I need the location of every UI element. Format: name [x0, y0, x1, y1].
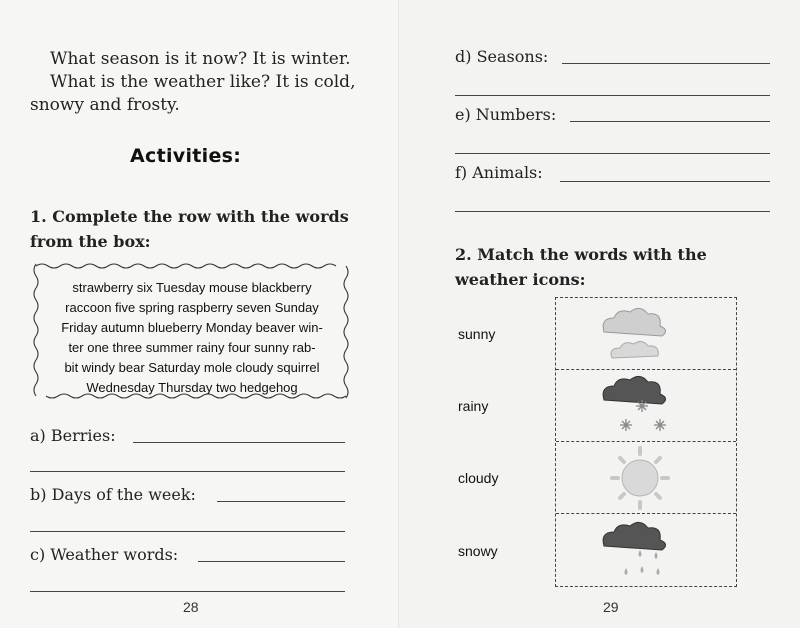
sunny-icon — [556, 442, 736, 514]
row-seasons-label: d) Seasons: — [455, 47, 549, 66]
answer-line-numbers-2[interactable] — [455, 153, 770, 154]
word-box-line: Friday autumn blueberry Monday beaver win- — [61, 320, 323, 335]
task-1-heading — [30, 204, 349, 254]
icon-cell-1[interactable] — [556, 298, 736, 370]
word-box-line: raccoon five spring raspberry seven Sunday — [65, 300, 319, 315]
intro-line-1: What season is it now? It is winter. — [50, 49, 351, 69]
weather-word-sunny[interactable]: sunny — [458, 326, 496, 342]
task-1-line-2: from the box: — [30, 232, 151, 251]
intro-line-2: What is the weather like? It is cold, — [50, 72, 356, 92]
answer-line-numbers-1[interactable] — [570, 121, 770, 122]
answer-line-weather-1[interactable] — [198, 561, 345, 562]
icon-cell-4[interactable] — [556, 514, 736, 586]
weather-word-cloudy[interactable]: cloudy — [458, 470, 499, 486]
task-1-line-1: 1. Complete the row with the words — [30, 207, 349, 226]
row-berries-label: a) Berries: — [30, 426, 116, 445]
row-numbers-label: e) Numbers: — [455, 105, 557, 124]
task-2-line-1: 2. Match the words with the — [455, 245, 707, 264]
icon-cell-3[interactable] — [556, 442, 736, 514]
word-box-line: Wednesday Thursday two hedgehog — [86, 380, 298, 395]
task-2-heading — [455, 242, 707, 292]
answer-line-weather-2[interactable] — [30, 591, 345, 592]
word-box-text — [30, 278, 354, 398]
answer-line-days-2[interactable] — [30, 531, 345, 532]
page-number-right: 29 — [603, 599, 619, 615]
page-number-left: 28 — [183, 599, 199, 615]
answer-line-animals-2[interactable] — [455, 211, 770, 212]
word-box-line: strawberry six Tuesday mouse blackberry — [72, 280, 312, 295]
snowy-icon — [556, 370, 736, 442]
answer-line-animals-1[interactable] — [560, 181, 770, 182]
answer-line-berries-2[interactable] — [30, 471, 345, 472]
answer-line-days-1[interactable] — [217, 501, 345, 502]
row-weather-label: c) Weather words: — [30, 545, 179, 564]
intro-paragraph — [30, 48, 370, 117]
weather-word-snowy[interactable]: snowy — [458, 543, 498, 559]
word-box-line: ter one three summer rainy four sunny rab- — [68, 340, 316, 355]
icon-cell-2[interactable] — [556, 370, 736, 442]
intro-line-3: snowy and frosty. — [30, 95, 180, 115]
cloudy-icon — [556, 298, 736, 370]
answer-line-seasons-2[interactable] — [455, 95, 770, 96]
weather-icons-box — [555, 297, 737, 587]
word-box — [28, 262, 352, 398]
activities-heading: Activities: — [130, 145, 242, 167]
answer-line-seasons-1[interactable] — [562, 63, 770, 64]
word-box-line: bit windy bear Saturday mole cloudy squirrel — [64, 360, 320, 375]
rainy-icon — [556, 514, 736, 586]
answer-line-berries-1[interactable] — [133, 442, 345, 443]
row-days-label: b) Days of the week: — [30, 485, 196, 504]
weather-word-rainy[interactable]: rainy — [458, 398, 489, 414]
row-animals-label: f) Animals: — [455, 163, 543, 182]
task-2-line-2: weather icons: — [455, 270, 586, 289]
